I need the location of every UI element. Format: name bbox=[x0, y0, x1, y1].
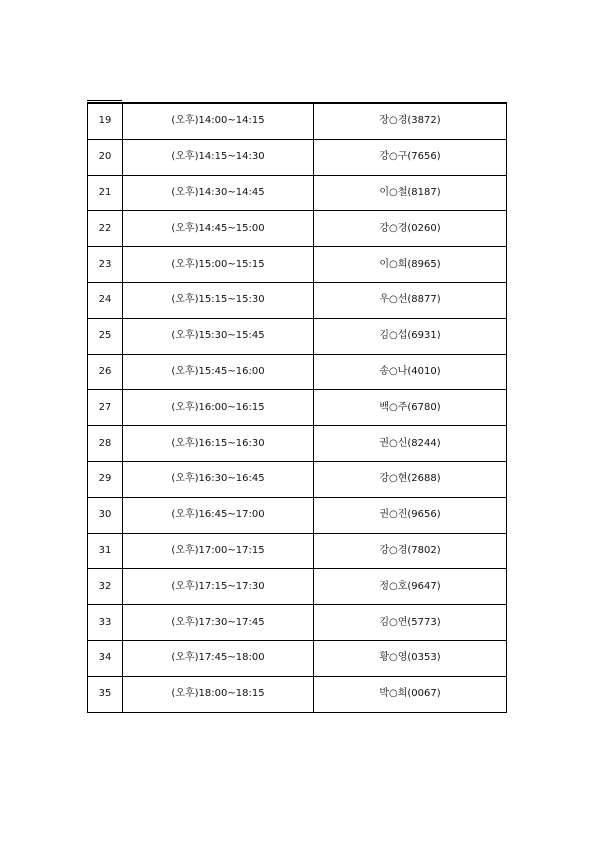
row-number: 34 bbox=[88, 640, 123, 676]
table-row bbox=[88, 354, 507, 390]
row-number: 31 bbox=[88, 533, 123, 569]
schedule-table-body bbox=[88, 103, 507, 712]
person-name: 우○선(8877) bbox=[314, 282, 507, 318]
person-name: 권○진(9656) bbox=[314, 497, 507, 533]
table-row bbox=[88, 461, 507, 497]
person-name: 김○섭(6931) bbox=[314, 318, 507, 354]
table-row bbox=[88, 211, 507, 247]
person-name: 권○신(8244) bbox=[314, 426, 507, 462]
table-top-rule bbox=[87, 100, 122, 101]
person-name: 강○구(7656) bbox=[314, 139, 507, 175]
person-name: 이○철(8187) bbox=[314, 175, 507, 211]
table-row bbox=[88, 497, 507, 533]
table-row bbox=[88, 605, 507, 641]
time-slot: (오후)14:15~14:30 bbox=[123, 139, 314, 175]
time-slot: (오후)14:00~14:15 bbox=[123, 103, 314, 139]
table-row bbox=[88, 175, 507, 211]
time-slot: (오후)15:30~15:45 bbox=[123, 318, 314, 354]
time-slot: (오후)16:00~16:15 bbox=[123, 390, 314, 426]
person-name: 정○호(9647) bbox=[314, 569, 507, 605]
row-number: 22 bbox=[88, 211, 123, 247]
person-name: 강○경(0260) bbox=[314, 211, 507, 247]
table-row bbox=[88, 390, 507, 426]
time-slot: (오후)18:00~18:15 bbox=[123, 676, 314, 712]
time-slot: (오후)14:45~15:00 bbox=[123, 211, 314, 247]
table-row bbox=[88, 640, 507, 676]
schedule-table bbox=[87, 102, 507, 713]
person-name: 강○경(7802) bbox=[314, 533, 507, 569]
time-slot: (오후)15:00~15:15 bbox=[123, 247, 314, 283]
person-name: 이○희(8965) bbox=[314, 247, 507, 283]
table-row bbox=[88, 282, 507, 318]
table-row bbox=[88, 247, 507, 283]
time-slot: (오후)17:30~17:45 bbox=[123, 605, 314, 641]
table-row bbox=[88, 426, 507, 462]
time-slot: (오후)17:00~17:15 bbox=[123, 533, 314, 569]
time-slot: (오후)15:15~15:30 bbox=[123, 282, 314, 318]
row-number: 27 bbox=[88, 390, 123, 426]
person-name: 김○연(5773) bbox=[314, 605, 507, 641]
time-slot: (오후)15:45~16:00 bbox=[123, 354, 314, 390]
person-name: 송○나(4010) bbox=[314, 354, 507, 390]
row-number: 21 bbox=[88, 175, 123, 211]
time-slot: (오후)14:30~14:45 bbox=[123, 175, 314, 211]
person-name: 박○희(0067) bbox=[314, 676, 507, 712]
time-slot: (오후)16:45~17:00 bbox=[123, 497, 314, 533]
row-number: 26 bbox=[88, 354, 123, 390]
table-row bbox=[88, 569, 507, 605]
table-row bbox=[88, 103, 507, 139]
time-slot: (오후)16:30~16:45 bbox=[123, 461, 314, 497]
row-number: 32 bbox=[88, 569, 123, 605]
row-number: 19 bbox=[88, 103, 123, 139]
person-name: 장○경(3872) bbox=[314, 103, 507, 139]
row-number: 24 bbox=[88, 282, 123, 318]
person-name: 백○주(6780) bbox=[314, 390, 507, 426]
row-number: 33 bbox=[88, 605, 123, 641]
row-number: 35 bbox=[88, 676, 123, 712]
row-number: 20 bbox=[88, 139, 123, 175]
row-number: 30 bbox=[88, 497, 123, 533]
row-number: 25 bbox=[88, 318, 123, 354]
person-name: 강○현(2688) bbox=[314, 461, 507, 497]
row-number: 23 bbox=[88, 247, 123, 283]
table-row bbox=[88, 533, 507, 569]
time-slot: (오후)17:15~17:30 bbox=[123, 569, 314, 605]
person-name: 황○영(0353) bbox=[314, 640, 507, 676]
table-row bbox=[88, 318, 507, 354]
time-slot: (오후)17:45~18:00 bbox=[123, 640, 314, 676]
table-row bbox=[88, 676, 507, 712]
row-number: 29 bbox=[88, 461, 123, 497]
time-slot: (오후)16:15~16:30 bbox=[123, 426, 314, 462]
row-number: 28 bbox=[88, 426, 123, 462]
table-row bbox=[88, 139, 507, 175]
